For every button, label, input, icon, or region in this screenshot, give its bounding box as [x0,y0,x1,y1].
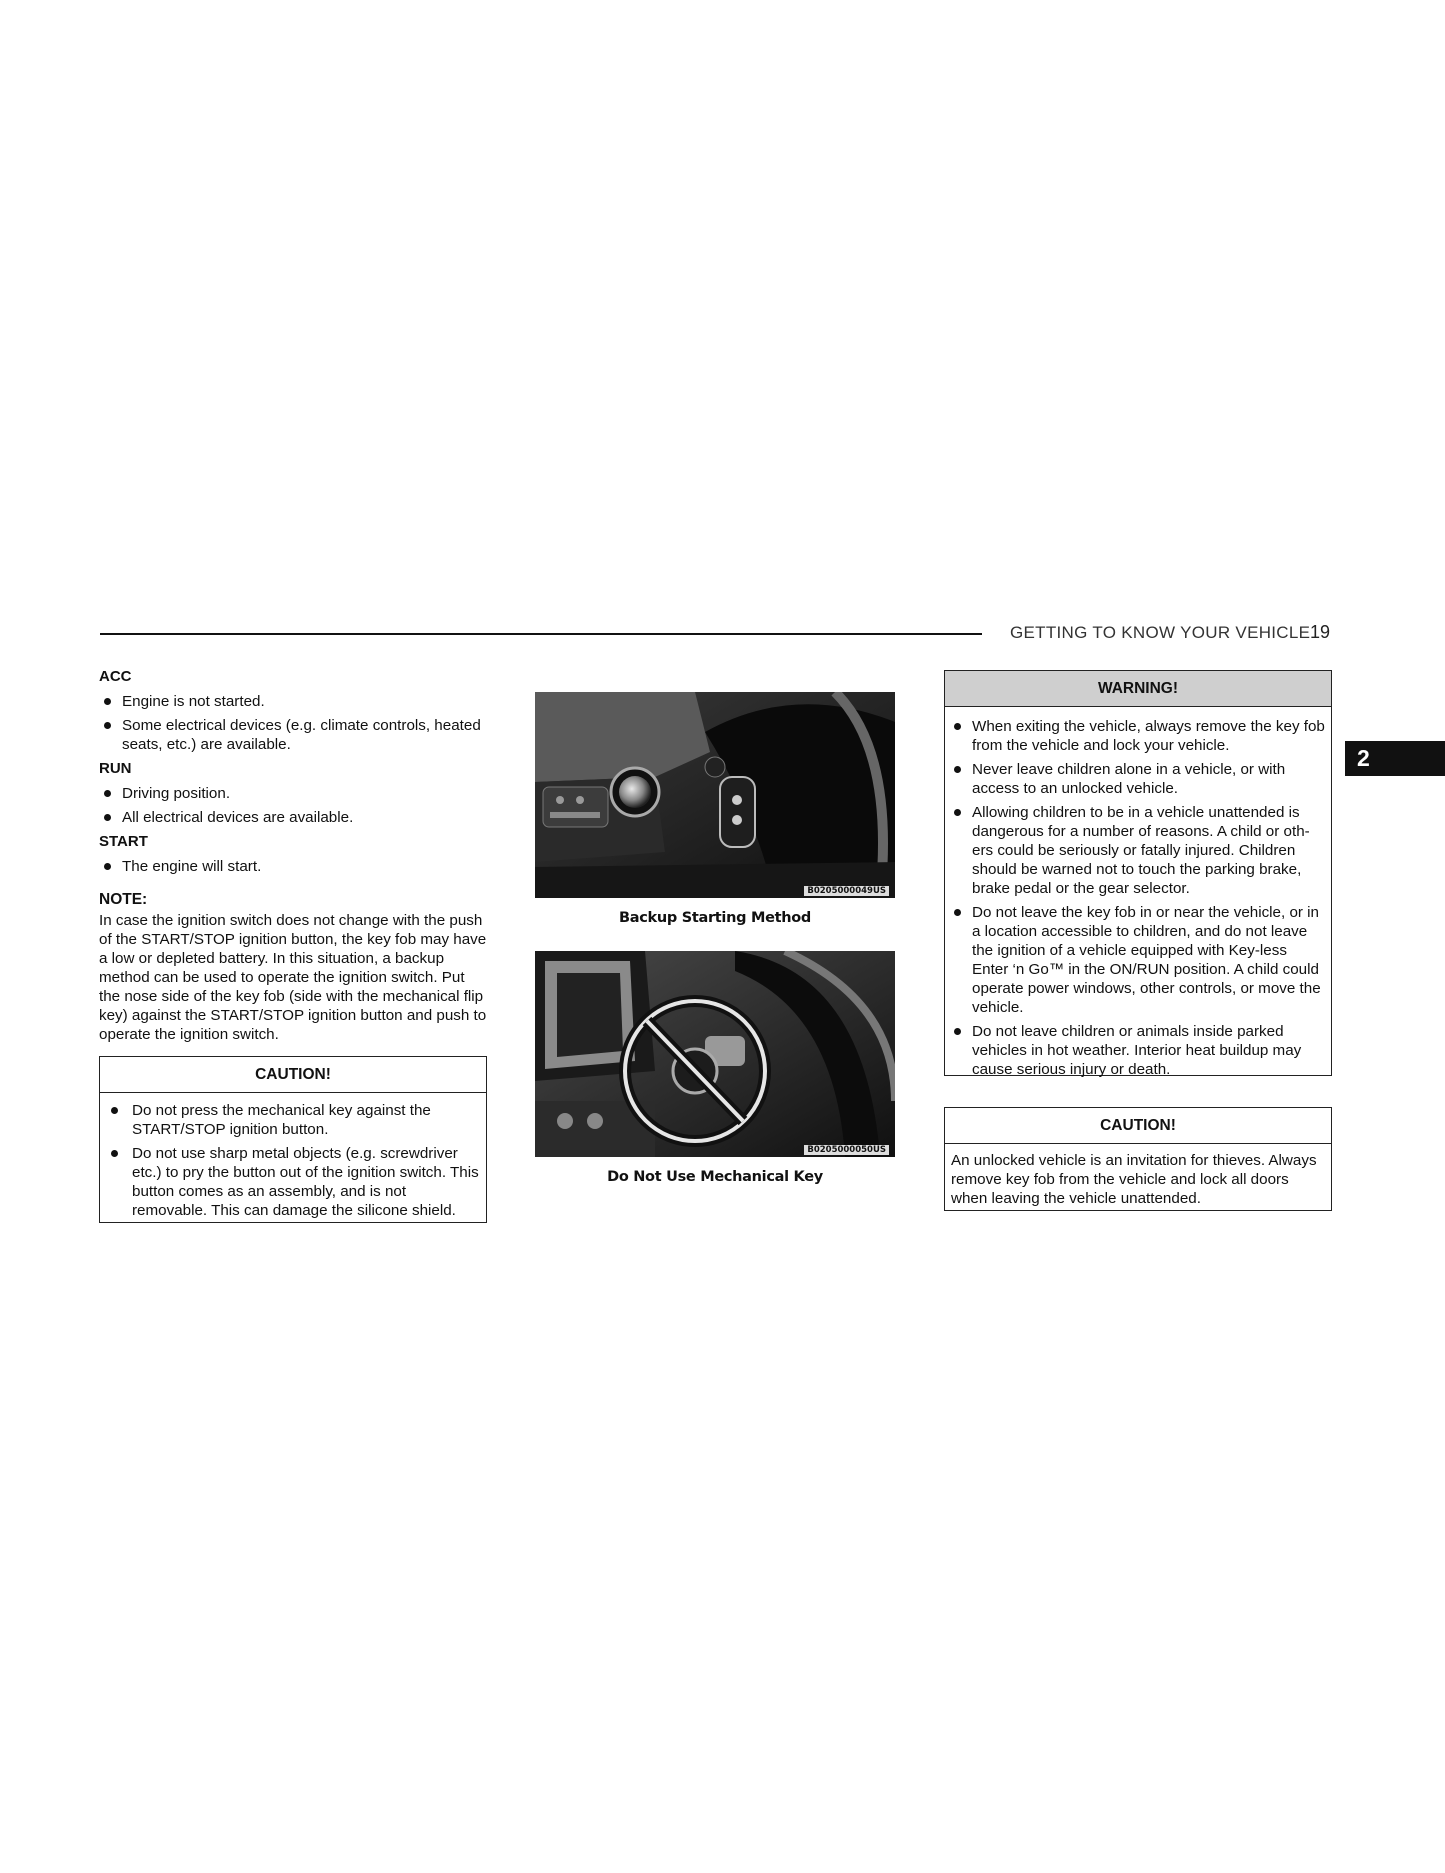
list-item: Driving position. [99,784,487,803]
warning-body [945,707,1331,1088]
list-item: Do not leave children or animals inside parked vehicles in hot weather. Interior heat buildup may cause serious injury or death. [949,1022,1325,1079]
acc-list [99,692,487,754]
page-number: 19 [1310,622,1331,642]
caution-text: An unlocked vehicle is an invitation for thieves. Always remove key fob from the vehicle and lock all doors when leaving the vehicle unattended. [951,1152,1317,1207]
note-heading: NOTE: [99,891,148,908]
running-header-title: GETTING TO KNOW YOUR VEHICLE [1010,623,1311,642]
figure-caption: Do Not Use Mechanical Key [607,1169,823,1185]
run-heading: RUN [99,760,132,777]
caution-box-right [944,1107,1332,1211]
caution-heading: CAUTION! [945,1108,1331,1144]
start-heading: START [99,833,148,850]
start-list [99,857,487,876]
left-column [99,667,487,1044]
prohibited-key-illustration [535,951,895,1157]
list-item: Never leave children alone in a vehicle, or with access to an unlocked vehicle. [949,760,1325,798]
image-id-label: B0205000049US [804,886,889,896]
image-id-label: B0205000050US [804,1145,889,1155]
mechanical-key-photo [535,951,895,1157]
list-item: Do not press the mechanical key against the START/STOP ignition button. [106,1101,480,1139]
warning-list [949,717,1325,1079]
header-rule [100,633,982,635]
list-item: Do not leave the key fob in or near the vehicle, or in a location accessible to children, and do not leave the ignition of a vehicle equipped with Key-less Enter ‘n Go™ in the ON/RUN position. A child could operate power windows, other controls, or move the vehicle. [949,903,1325,1017]
dashboard-photo-illustration [535,692,895,898]
list-item: Engine is not started. [99,692,487,711]
warning-heading: WARNING! [945,671,1331,707]
list-item: All electrical devices are available. [99,808,487,827]
list-item: Do not use sharp metal objects (e.g. screwdriver etc.) to pry the button out of the ignition switch. This button comes as an assembly, and is not removable. This can damage the silicone shield. [106,1144,480,1220]
caution-box-left [99,1056,487,1223]
warning-box [944,670,1332,1076]
list-item: Allowing children to be in a vehicle unattended is dangerous for a number of reasons. A child or oth-ers could be seriously or fatally injured. Children should be warned not to touch the parking brake, brake pedal or the gear selector. [949,803,1325,898]
chapter-tab-number: 2 [1357,745,1370,771]
chapter-tab [1345,741,1445,776]
run-list [99,784,487,827]
caution-list [106,1101,480,1220]
figure-caption: Backup Starting Method [618,910,812,926]
list-item: Some electrical devices (e.g. climate controls, heated seats, etc.) are available. [99,716,487,754]
caution-body [100,1093,486,1231]
list-item: The engine will start. [99,857,487,876]
list-item: When exiting the vehicle, always remove the key fob from the vehicle and lock your vehicle. [949,717,1325,755]
caution-heading: CAUTION! [100,1057,486,1093]
note-text: In case the ignition switch does not change with the push of the START/STOP ignition button, the key fob may have a low or depleted battery. In this situation, a backup method can be used to operate the ignition switch. Put the nose side of the key fob (side with the mechanical flip key) against the START/STOP ignition button and push to operate the ignition switch. [99,912,487,1043]
backup-starting-photo [535,692,895,898]
acc-heading: ACC [99,668,132,685]
